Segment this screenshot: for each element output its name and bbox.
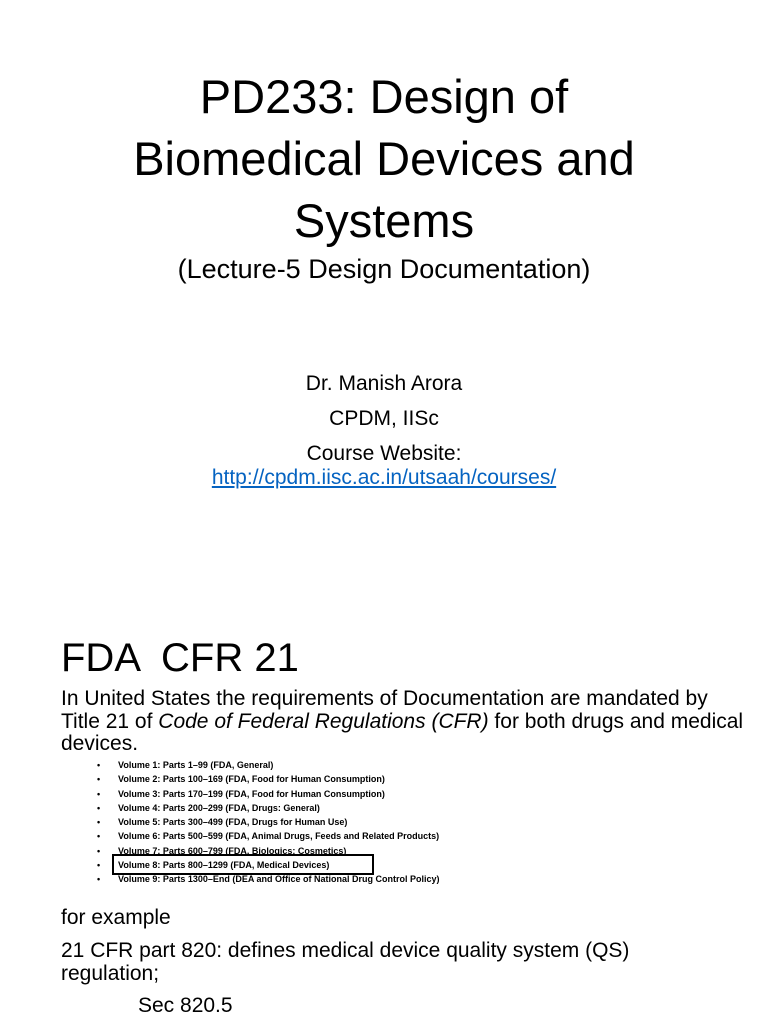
title-line: PD233: Design of (199, 70, 569, 123)
volume-text: Volume 5: Parts 300–499 (FDA, Drugs for Human Use) (118, 817, 348, 828)
bullet-icon: • (97, 802, 101, 813)
volume-text: Volume 2: Parts 100–169 (FDA, Food for Human Consumption) (118, 774, 385, 785)
website-label: Course Website: (306, 442, 462, 465)
title-line: Biomedical Devices and (133, 132, 635, 185)
affiliation: CPDM, IISc (329, 407, 439, 430)
intro-text: In United States the requirements of Documentation are mandated by Title 21 of (61, 687, 708, 733)
section-heading: FDA CFR 21 (61, 636, 299, 680)
highlight-box (112, 854, 374, 875)
volume-text: Volume 3: Parts 170–199 (FDA, Food for Human Consumption) (118, 788, 385, 799)
list-item (97, 801, 440, 815)
section-text: Sec 820.5 (138, 994, 233, 1017)
list-item (97, 772, 440, 786)
bullet-icon: • (97, 831, 101, 842)
intro-text-end: for both drugs and medical devices. (61, 709, 744, 755)
intro-italic: Code of Federal Regulations (CFR) (158, 709, 489, 733)
volume-text: Volume 6: Parts 500–599 (FDA, Animal Drugs, Feeds and Related Products) (118, 831, 440, 842)
list-item (97, 829, 440, 843)
list-item (97, 787, 440, 801)
title-line: Systems (293, 194, 475, 247)
example-label: for example (61, 906, 171, 929)
volume-text: Volume 1: Parts 1–99 (FDA, General) (118, 760, 274, 770)
list-item (97, 758, 440, 772)
bullet-icon: • (97, 788, 101, 799)
author-name: Dr. Manish Arora (305, 372, 463, 395)
list-item (97, 815, 440, 829)
volume-text: Volume 7: Parts 600–799 (FDA, Biologics; Cosmetics) (118, 845, 347, 856)
bullet-icon: • (97, 860, 101, 871)
bullet-icon: • (97, 760, 101, 770)
bullet-icon: • (97, 774, 101, 785)
volume-text: Volume 4: Parts 200–299 (FDA, Drugs: General) (118, 802, 320, 813)
slide-title (0, 66, 768, 252)
cfr-820-text: 21 CFR part 820: defines medical device quality system (QS) regulation; (61, 939, 630, 985)
volume-text: Volume 9: Parts 1300–End (DEA and Office of National Drug Control Policy) (118, 874, 440, 885)
course-website-link[interactable]: http://cpdm.iisc.ac.in/utsaah/courses/ (211, 466, 557, 489)
volume-text: Volume 8: Parts 800–1299 (FDA, Medical Devices) (118, 860, 330, 871)
author-block (0, 366, 768, 490)
bullet-icon: • (97, 817, 101, 828)
bullet-icon: • (97, 845, 101, 856)
bullet-icon: • (97, 874, 101, 885)
intro-paragraph (61, 688, 751, 756)
slide-subtitle: (Lecture-5 Design Documentation) (177, 254, 591, 284)
